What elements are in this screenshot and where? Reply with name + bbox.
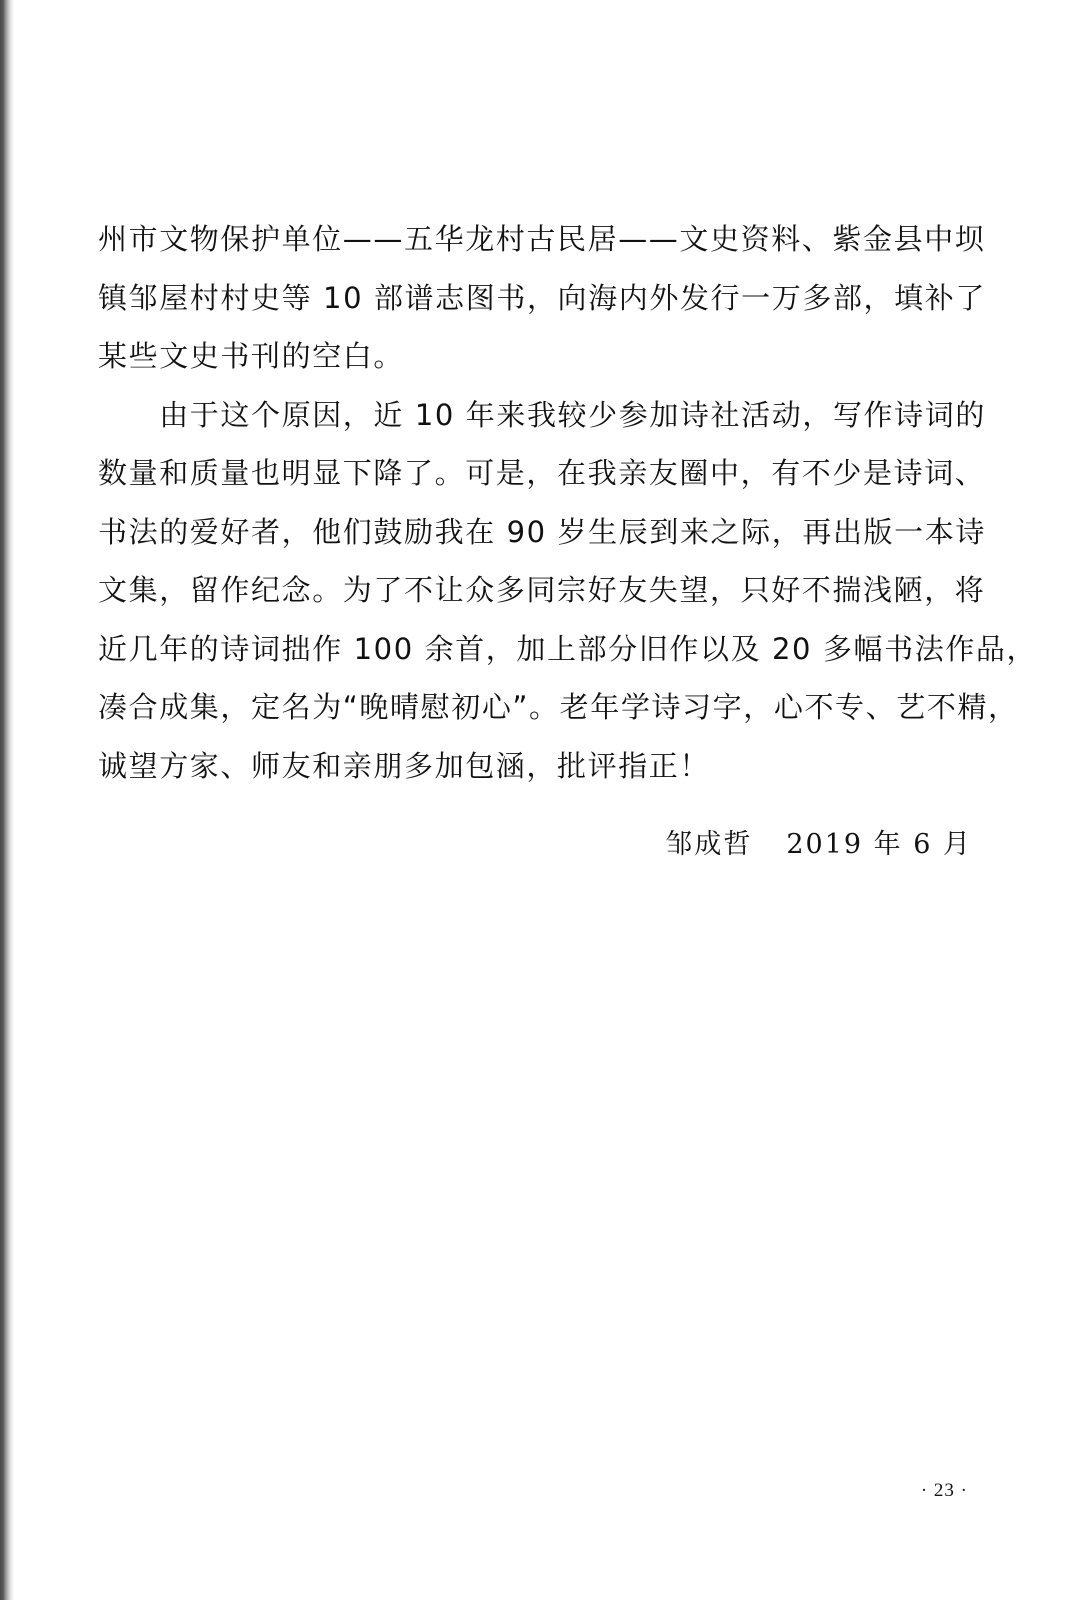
author-name: 邹成哲 (665, 829, 753, 860)
paragraph-line: 由于这个原因，近 10 年来我较少参加诗社活动，写作诗词的 (98, 397, 986, 432)
signature-date: 2019 年 6 月 (786, 829, 972, 860)
paragraph-line: 凑合成集，定名为“晚晴慰初心”。老年学诗习字，心不专、艺不精， (98, 690, 1019, 724)
scan-edge-shadow (0, 0, 14, 1600)
paragraph-line: 数量和质量也明显下降了。可是，在我亲友圈中，有不少是诗词、 (98, 456, 986, 490)
paragraph-line: 州市文物保护单位——五华龙村古民居——文史资料、紫金县中坝 (98, 222, 986, 256)
paragraph-line: 镇邹屋村村史等 10 部谱志图书，向海内外发行一万多部，填补了 (98, 280, 986, 315)
page-number: · 23 · (920, 1480, 968, 1501)
paragraph-line: 文集，留作纪念。为了不让众多同宗好友失望，只好不揣浅陋，将 (98, 573, 986, 607)
paragraph-line: 书法的爱好者，他们鼓励我在 90 岁生辰到来之际，再出版一本诗 (98, 514, 986, 549)
body-text (98, 210, 1038, 795)
signature (665, 822, 972, 861)
paragraph-line: 诚望方家、师友和亲朋多加包涵，批评指正！ (98, 748, 711, 783)
paragraph-line: 近几年的诗词拙作 100 余首，加上部分旧作以及 20 多幅书法作品， (98, 631, 1038, 666)
paragraph-line: 某些文史书刊的空白。 (98, 339, 405, 373)
